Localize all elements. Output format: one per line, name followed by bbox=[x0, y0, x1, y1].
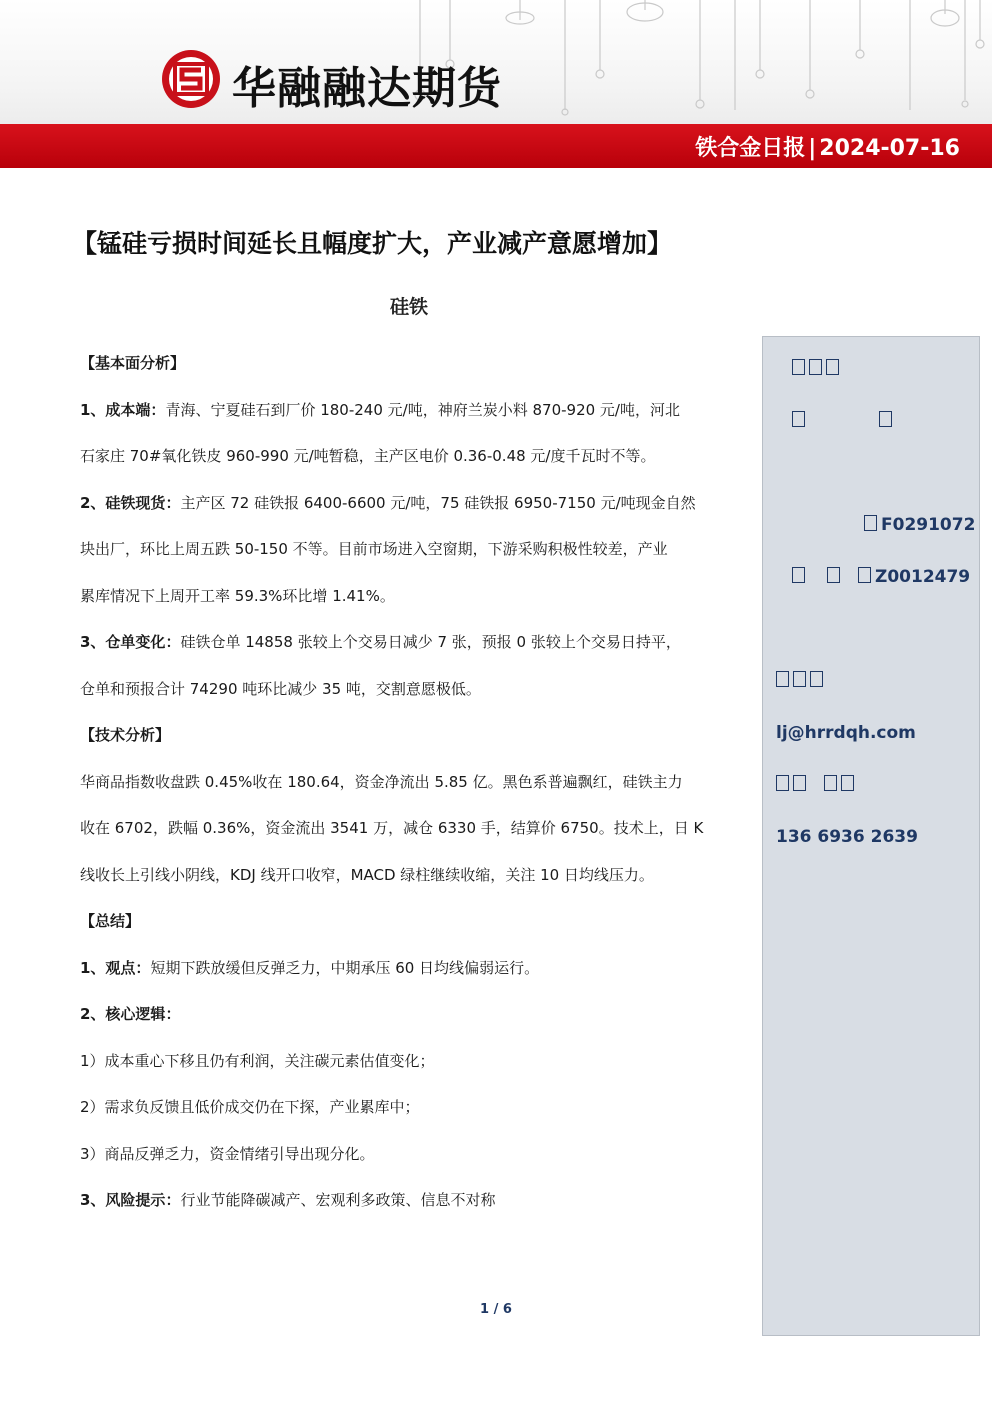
section-heading-technical: 【技术分析】 bbox=[80, 726, 171, 744]
paragraph-spot-cont: 块出厂，环比上周五跌 50-150 不等。目前市场进入空窗期，下游采购积极性较差，产业 bbox=[80, 540, 668, 558]
paragraph-text: 主产区 72 硅铁报 6400-6600 元/吨，75 硅铁报 6950-7150 元/吨现金自然 bbox=[180, 493, 696, 512]
page-title: 【锰硅亏损时间延长且幅度扩大，产业减产意愿增加】 bbox=[72, 229, 673, 258]
paragraph-label: 3、仓单变化： bbox=[80, 633, 181, 651]
contact-phone: 136 6936 2639 bbox=[776, 827, 918, 847]
paragraph-spot-cont: 累库情况下上周开工率 59.3%环比增 1.41%。 bbox=[80, 586, 395, 605]
paragraph-label: 2、核心逻辑： bbox=[80, 1005, 181, 1023]
logic-item: 1）成本重心下移且仍有利润，关注碳元素估值变化； bbox=[80, 1051, 435, 1070]
investment-consult-id bbox=[792, 567, 970, 587]
paragraph-text: 硅铁仓单 14858 张较上个交易日减少 7 张，预报 0 张较上个交易日持平， bbox=[180, 633, 681, 651]
paragraph-cost bbox=[80, 387, 750, 434]
paragraph-text: 行业节能降碳减产、宏观利多政策、信息不对称 bbox=[180, 1191, 496, 1209]
paragraph-text: 短期下跌放缓但反弹乏力，中期承压 60 日均线偏弱运行。 bbox=[150, 958, 540, 977]
paragraph-technical: 华商品指数收盘跌 0.45%收在 180.64，资金净流出 5.85 亿。黑色系普遍飘红，硅铁主力 bbox=[80, 772, 683, 791]
paragraph-label: 1、观点： bbox=[80, 958, 151, 977]
paragraph-warrant-cont: 仓单和预报合计 74290 吨环比减少 35 吨，交割意愿极低。 bbox=[80, 679, 481, 698]
qualification-id-value: F0291072 bbox=[881, 515, 976, 535]
section-heading-fundamentals: 【基本面分析】 bbox=[80, 354, 186, 372]
paragraph-cost-cont: 石家庄 70#氧化铁皮 960-990 元/吨暂稳，主产区电价 0.36-0.48 元/度千瓦时不等。 bbox=[80, 447, 656, 465]
paragraph-warrant bbox=[80, 619, 750, 666]
sidebar-glyph-row bbox=[776, 671, 827, 691]
paragraph-view bbox=[80, 945, 750, 992]
sidebar-glyph-row bbox=[792, 359, 843, 379]
logic-item: 3）商品反弹乏力，资金情绪引导出现分化。 bbox=[80, 1144, 375, 1163]
investment-consult-id-value: Z0012479 bbox=[875, 567, 971, 587]
sidebar-glyph-row bbox=[792, 411, 896, 431]
report-body bbox=[80, 340, 750, 1224]
report-tag bbox=[695, 131, 960, 162]
paragraph-technical-cont: 线收长上引线小阴线，KDJ 线开口收窄，MACD 绿柱继续收缩，关注 10 日均线压力。 bbox=[80, 865, 654, 884]
company-logo bbox=[160, 48, 222, 110]
section-subtitle: 硅铁 bbox=[390, 296, 429, 318]
section-heading-summary: 【总结】 bbox=[80, 912, 141, 930]
paragraph-technical-cont: 收在 6702，跌幅 0.36%，资金流出 3541 万，减仓 6330 手，结算价 6750。技术上，日 K bbox=[80, 819, 704, 837]
paragraph-logic bbox=[80, 991, 750, 1038]
page-number: 1 / 6 bbox=[480, 1302, 512, 1317]
paragraph-spot bbox=[80, 480, 750, 527]
paragraph-label: 2、硅铁现货： bbox=[80, 493, 181, 512]
paragraph-text: 青海、宁夏硅石到厂价 180-240 元/吨，神府兰炭小料 870-920 元/吨，河北 bbox=[165, 400, 680, 419]
contact-email[interactable]: lj@hrrdqh.com bbox=[776, 723, 916, 743]
paragraph-risk bbox=[80, 1177, 750, 1224]
logic-item: 2）需求负反馈且低价成交仍在下探，产业累库中； bbox=[80, 1098, 420, 1116]
report-date: 2024-07-16 bbox=[819, 136, 960, 161]
qualification-id bbox=[864, 515, 975, 535]
paragraph-label: 3、风险提示： bbox=[80, 1191, 181, 1209]
report-tag-separator: | bbox=[808, 136, 817, 161]
report-type: 铁合金日报 bbox=[695, 136, 806, 161]
paragraph-label: 1、成本端： bbox=[80, 400, 166, 419]
sidebar-glyph-row bbox=[776, 775, 858, 795]
brand-name: 华融融达期货 bbox=[232, 63, 502, 114]
